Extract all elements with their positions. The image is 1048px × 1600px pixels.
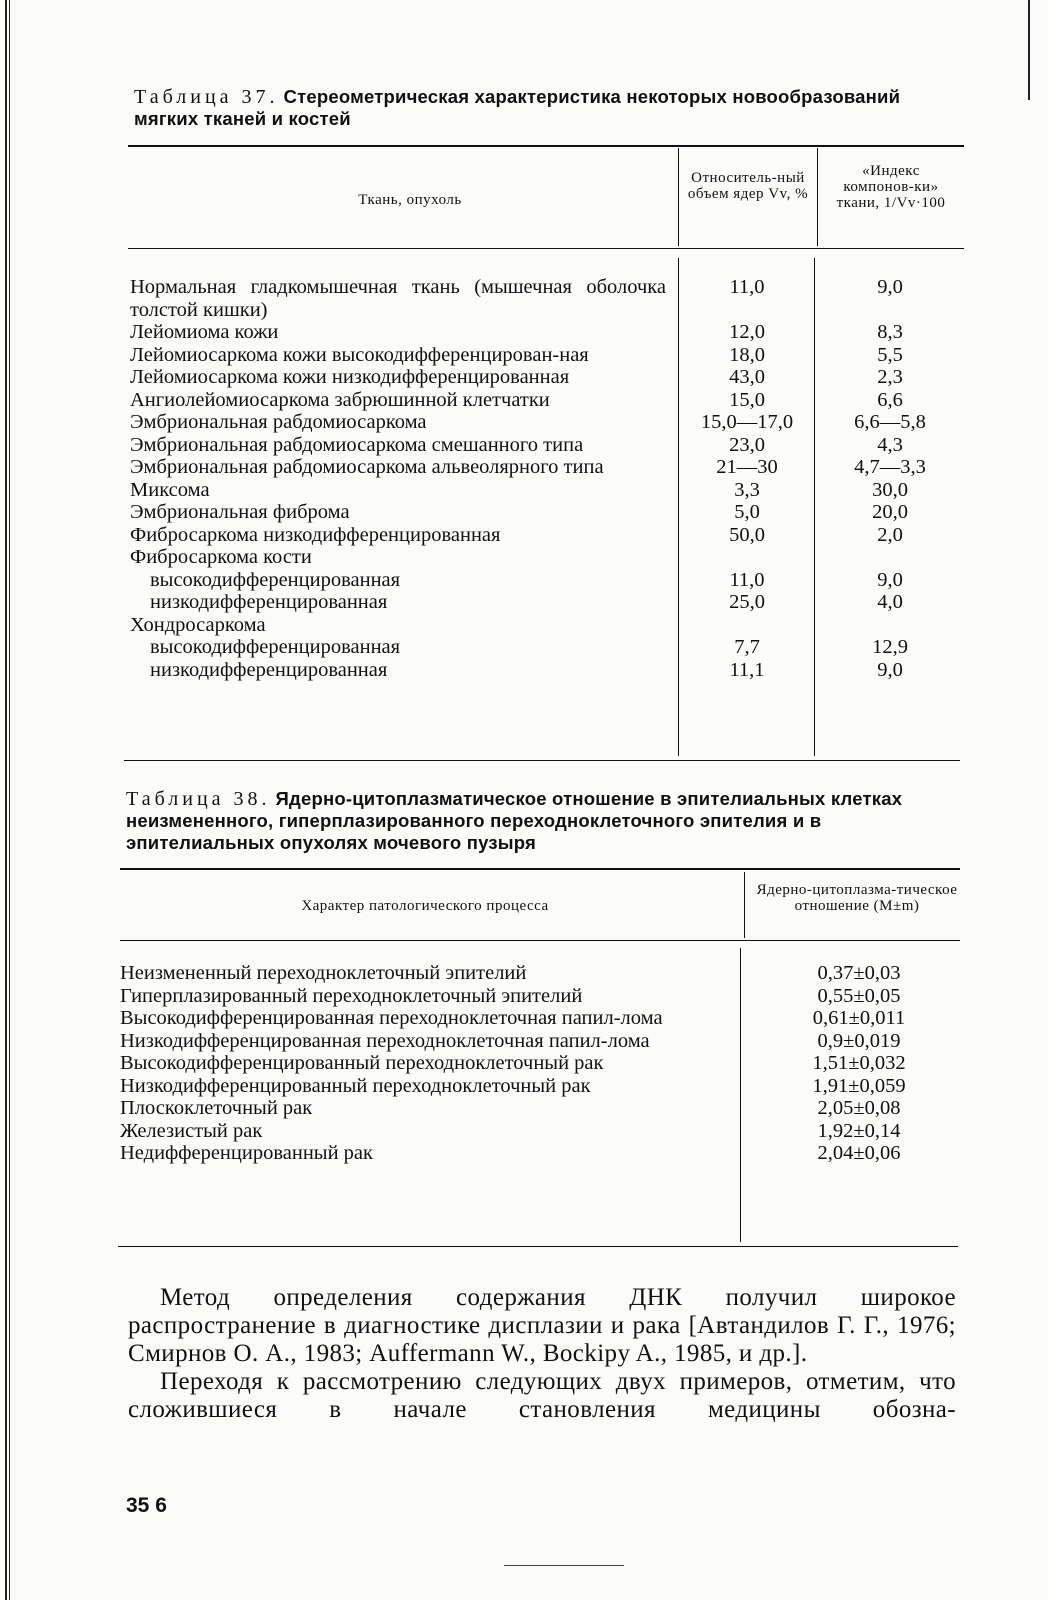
row-name: высокодифференцированная	[150, 568, 401, 591]
row-name: Эмбриональная рабдомиосаркома смешанного типа	[130, 433, 584, 456]
row-name: Миксома	[130, 478, 210, 501]
table-row	[130, 434, 956, 457]
row-name: низкодифференцированная	[150, 591, 388, 613]
table38-top-rule	[120, 868, 960, 870]
row-index: 9,0	[877, 568, 903, 591]
row-name: Низкодифференцированная переходноклеточная папил-лома	[120, 1029, 650, 1052]
table-row	[130, 276, 956, 321]
row-name: Неизмененный переходноклеточный эпителий	[120, 962, 527, 984]
binding-line	[9, 0, 10, 1600]
row-name: Плоскоклеточный рак	[120, 1097, 313, 1119]
table38-caption-text: Ядерно-цитоплазматическое отношение в эпителиальных клетках неизмененного, гиперплазированного переходноклеточного эпителия и в эпителиальных опухолях мочевого пузыря	[126, 788, 903, 853]
row-ratio: 0,61±0,011	[812, 1007, 906, 1029]
row-ratio: 2,04±0,06	[817, 1142, 901, 1164]
row-name: Ангиолейомиосаркома забрюшинной клетчатки	[130, 388, 550, 411]
table38-body	[120, 962, 960, 1165]
row-volume: 43,0	[729, 366, 765, 388]
row-index: 5,5	[877, 343, 903, 366]
row-volume: 12,0	[729, 321, 765, 343]
row-volume: 50,0	[729, 523, 765, 546]
table38-caption	[126, 788, 960, 854]
row-volume: 15,0—17,0	[700, 411, 794, 433]
table-row	[130, 569, 956, 592]
row-index: 4,3	[877, 433, 903, 456]
row-name: Нормальная гладкомышечная ткань (мышечная оболочка толстой кишки)	[130, 276, 666, 321]
row-name: Высокодифференцированная переходноклеточная папил-лома	[120, 1007, 663, 1029]
table-row	[130, 366, 956, 389]
row-volume: 15,0	[729, 388, 765, 411]
row-index: 4,7—3,3	[854, 456, 926, 478]
table37-bottom-rule	[124, 760, 960, 761]
row-volume: 11,0	[729, 568, 765, 591]
table-row	[130, 614, 956, 637]
table37-top-rule	[128, 145, 964, 147]
table-row	[120, 1007, 960, 1030]
row-name: Высокодифференцированный переходноклеточный рак	[120, 1052, 604, 1074]
table38-header-rule	[120, 940, 960, 941]
row-index: 30,0	[872, 478, 908, 501]
row-name: низкодифференцированная	[150, 658, 388, 681]
table-row	[120, 985, 960, 1008]
table-row	[130, 456, 956, 479]
table37-body	[130, 276, 956, 681]
row-index: 9,0	[877, 658, 903, 681]
row-name: Хондросаркома	[130, 613, 266, 636]
row-name: Лейомиосаркома кожи высокодифференцирован-ная	[130, 343, 589, 366]
row-name: Гиперплазированный переходноклеточный эпителий	[120, 984, 583, 1007]
row-ratio: 2,05±0,08	[817, 1097, 901, 1119]
row-index: 20,0	[872, 501, 908, 523]
row-index: 6,6	[877, 388, 903, 411]
paragraph: Переходя к рассмотрению следующих двух примеров, отметим, что сложившиеся в начале становления медицины обозна-	[128, 1368, 956, 1423]
row-name: Эмбриональная рабдомиосаркома	[130, 411, 427, 433]
table-row	[120, 1075, 960, 1098]
table37-header-tissue: Ткань, опухоль	[358, 192, 462, 208]
row-volume: 11,0	[729, 276, 765, 298]
row-volume: 7,7	[734, 636, 760, 658]
table38-header-ratio: Ядерно-цитоплазма-тическое отношение (M±m)	[756, 882, 958, 914]
row-index: 12,9	[872, 636, 908, 658]
table-row	[130, 411, 956, 434]
table37-col-divider	[817, 148, 818, 246]
paragraph: Метод определения содержания ДНК получил широкое распространение в диагностике дисплазии и рака [Автандилов Г. Г., 1976; Смирнов О. А., 1983; Auffermann W., Bockipy A., 1985, и др.].	[128, 1284, 956, 1367]
table-row	[130, 344, 956, 367]
edge-mark	[1028, 0, 1030, 100]
row-ratio: 0,55±0,05	[817, 984, 901, 1007]
row-ratio: 1,51±0,032	[812, 1052, 906, 1074]
row-name: Низкодифференцированный переходноклеточный рак	[120, 1074, 591, 1097]
row-volume: 23,0	[729, 433, 765, 456]
row-volume: 18,0	[729, 343, 765, 366]
row-volume: 3,3	[734, 478, 760, 501]
row-ratio: 0,9±0,019	[817, 1029, 901, 1052]
table-row	[120, 1120, 960, 1143]
row-name: Железистый рак	[120, 1119, 263, 1142]
table37-caption-label: Таблица 37.	[134, 86, 279, 108]
row-name: Лейомиосаркома кожи низкодифференцированная	[130, 366, 570, 388]
row-name: высокодифференцированная	[150, 636, 401, 658]
table-row	[130, 479, 956, 502]
row-ratio: 1,91±0,059	[812, 1074, 906, 1097]
row-volume: 5,0	[734, 501, 760, 523]
table38-bottom-rule	[118, 1246, 958, 1247]
row-index: 2,0	[877, 523, 903, 546]
table37-caption-text: Стереометрическая характеристика некоторых новообразований мягких тканей и костей	[134, 86, 901, 129]
table-row	[130, 524, 956, 547]
row-index: 8,3	[877, 321, 903, 343]
table37-header-index: «Индекс компонов-ки» ткани, 1/Vv·100	[836, 163, 946, 211]
table-row	[130, 636, 956, 659]
table38-header-process: Характер патологического процесса	[301, 898, 549, 914]
table37-col-divider	[678, 148, 679, 246]
table-row	[120, 1097, 960, 1120]
table-row	[120, 962, 960, 985]
row-index: 2,3	[877, 366, 903, 388]
table-row	[120, 1142, 960, 1165]
table38-caption-label: Таблица 38.	[126, 788, 271, 810]
row-index: 4,0	[877, 591, 903, 613]
footer-line	[504, 1565, 624, 1566]
table37-caption	[134, 86, 954, 130]
table37-header-volume: Относитель-ный объем ядер Vv, %	[687, 170, 809, 202]
table-row	[130, 659, 956, 682]
table-row	[120, 1030, 960, 1053]
body-text	[128, 1284, 956, 1424]
row-index: 9,0	[877, 276, 903, 298]
page-number: 35 6	[126, 1494, 167, 1517]
row-name: Эмбриональная рабдомиосаркома альвеолярного типа	[130, 456, 604, 478]
binding-line	[5, 0, 7, 1600]
row-name: Эмбриональная фиброма	[130, 501, 350, 523]
row-name: Фибросаркома низкодифференцированная	[130, 523, 501, 546]
row-ratio: 1,92±0,14	[817, 1119, 901, 1142]
row-name: Недифференцированный рак	[120, 1142, 373, 1164]
table-row	[130, 591, 956, 614]
row-name: Лейомиома кожи	[130, 321, 279, 343]
row-volume: 11,1	[729, 658, 765, 681]
table38-col-divider	[744, 872, 745, 938]
table-row	[120, 1052, 960, 1075]
row-ratio: 0,37±0,03	[817, 962, 901, 984]
table-row	[130, 321, 956, 344]
row-volume: 21—30	[716, 456, 778, 478]
table-row	[130, 501, 956, 524]
table-row	[130, 389, 956, 412]
table37-header-rule	[128, 248, 964, 249]
row-name: Фибросаркома кости	[130, 546, 312, 568]
table-row	[130, 546, 956, 569]
row-volume: 25,0	[729, 591, 765, 613]
row-index: 6,6—5,8	[854, 411, 926, 433]
